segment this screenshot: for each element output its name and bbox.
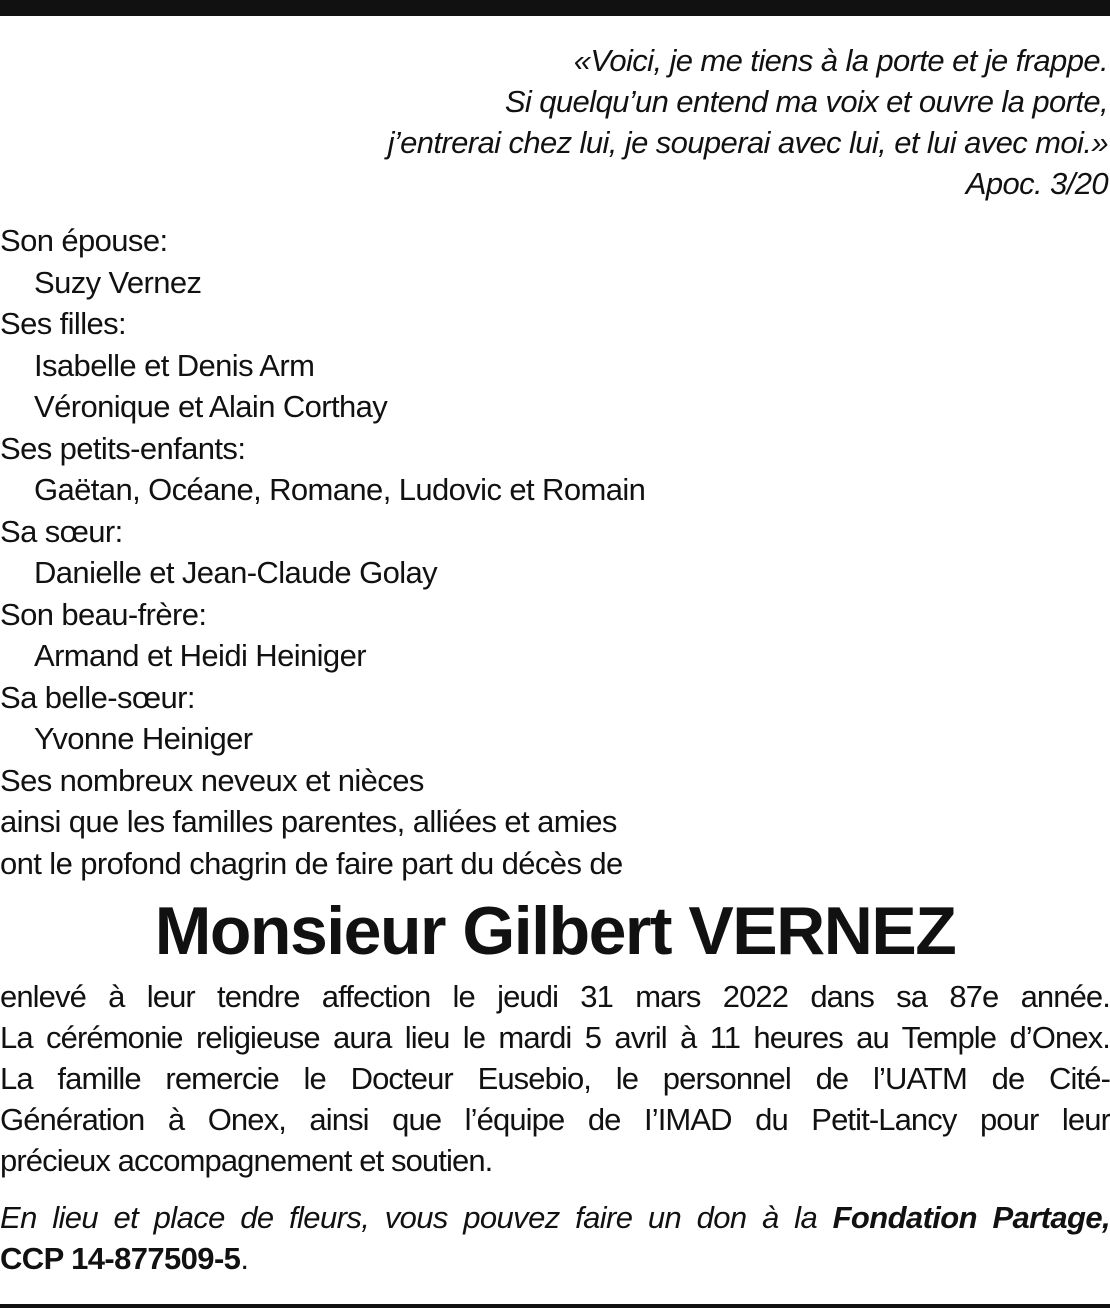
family-member: Suzy Vernez	[34, 264, 202, 300]
announcement-body	[0, 976, 1110, 1181]
quote-reference: Apoc. 3/20	[965, 166, 1108, 201]
family-member: Véronique et Alain Corthay	[34, 389, 388, 424]
donation-intro: En lieu et place de fleurs, vous pouvez faire un don à la	[0, 1200, 833, 1235]
foundation-name: Fondation Partage,	[832, 1200, 1110, 1235]
family-member: Danielle et Jean-Claude Golay	[34, 555, 438, 590]
body-line-2: La cérémonie religieuse aura lieu le mardi 5 avril à 11 heures au Temple d’Onex.	[0, 1020, 1110, 1055]
family-heading: Ses nombreux neveux et nièces	[0, 762, 424, 798]
family-member: Armand et Heidi Heiniger	[34, 638, 366, 673]
body-line-3: La famille remercie le Docteur Eusebio, le personnel de l’UATM de Cité-	[0, 1061, 1110, 1096]
body-line-5: précieux accompagnement et soutien.	[0, 1143, 493, 1178]
family-heading: Sa belle-sœur:	[0, 679, 195, 715]
quote-line-1: «Voici, je me tiens à la porte et je frappe.	[573, 43, 1108, 78]
family-member: Isabelle et Denis Arm	[34, 347, 315, 383]
family-heading: Sa sœur:	[0, 513, 123, 549]
donation-line-2	[0, 1238, 1110, 1279]
bible-quote	[8, 40, 1108, 204]
body-line-4: Génération à Onex, ainsi que l’équipe de I’IMAD du Petit-Lancy pour leur	[0, 1102, 1110, 1137]
donation-line-1	[0, 1197, 1110, 1238]
quote-line-3: j’entrerai chez lui, je souperai avec lui, et lui avec moi.»	[387, 125, 1108, 160]
family-heading: Ses filles:	[0, 306, 127, 341]
postal-account: CCP 14-877509-5	[0, 1241, 241, 1276]
family-list	[0, 220, 1000, 884]
family-member: Yvonne Heiniger	[34, 721, 253, 756]
family-heading: ainsi que les familles parentes, alliées et amies	[0, 804, 617, 839]
quote-line-2: Si quelqu’un entend ma voix et ouvre la porte,	[504, 84, 1108, 119]
bottom-border-rule	[0, 1304, 1110, 1308]
donation-note	[0, 1197, 1110, 1279]
family-heading: Son beau-frère:	[0, 596, 207, 632]
donation-end: .	[240, 1241, 249, 1276]
body-line-1: enlevé à leur tendre affection le jeudi 31 mars 2022 dans sa 87e année.	[0, 979, 1110, 1014]
family-heading: ont le profond chagrin de faire part du décès de	[0, 845, 623, 881]
family-heading: Ses petits-enfants:	[0, 430, 246, 466]
family-heading: Son épouse:	[0, 223, 168, 258]
top-border-rule	[0, 0, 1110, 16]
family-member: Gaëtan, Océane, Romane, Ludovic et Romain	[34, 472, 646, 507]
deceased-name: Monsieur Gilbert VERNEZ	[154, 893, 956, 969]
